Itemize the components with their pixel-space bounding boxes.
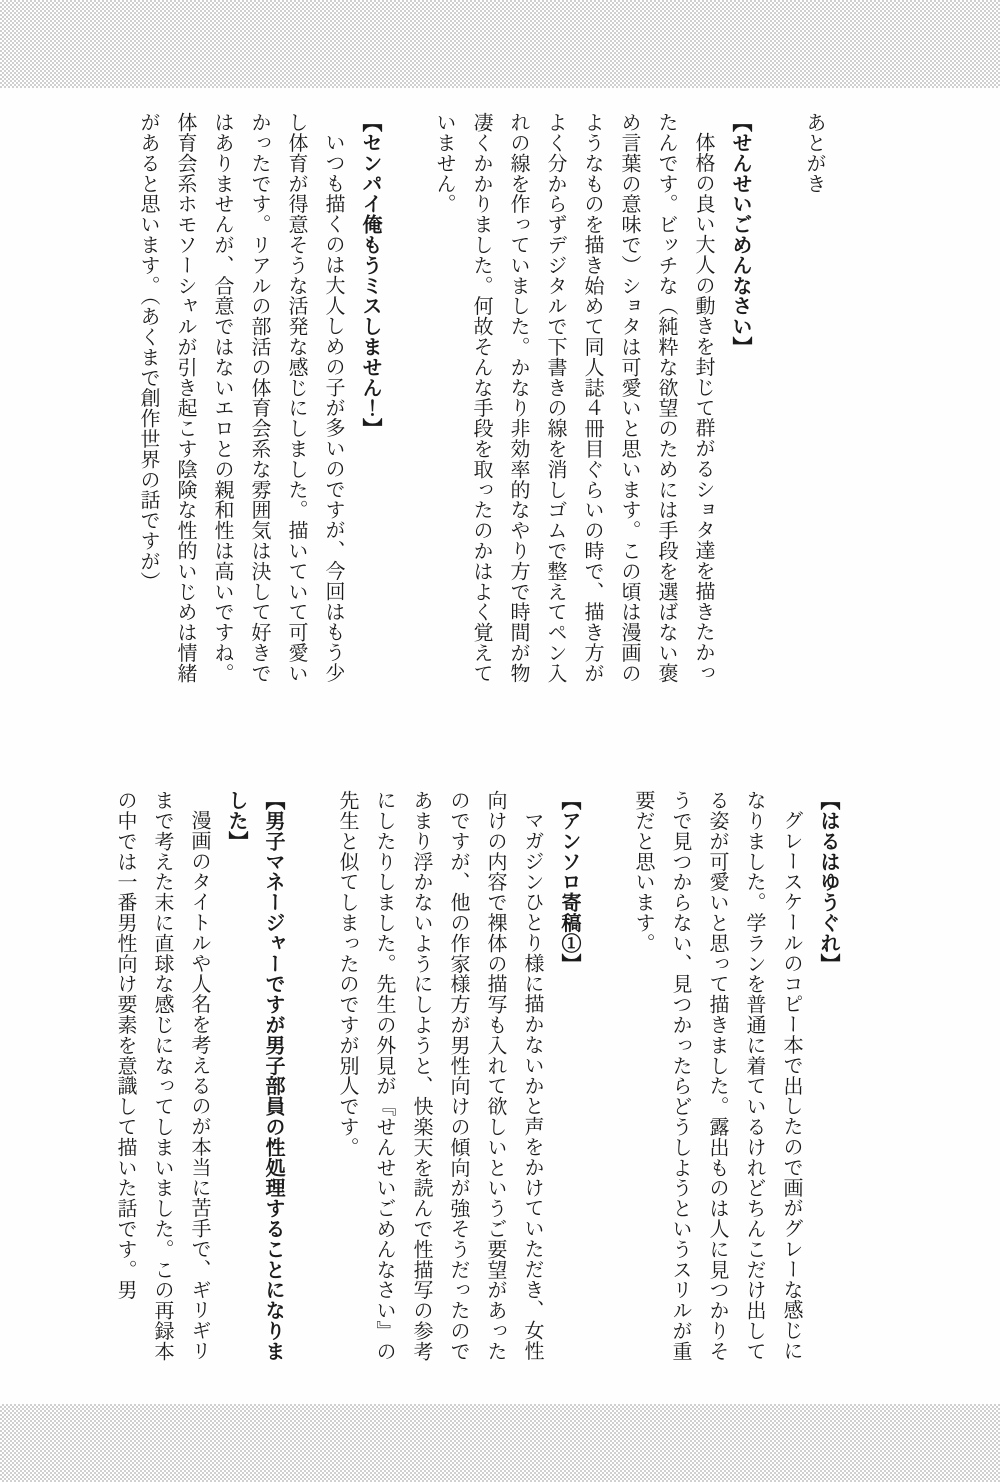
page-title: あとがき [803, 112, 825, 194]
section-heading: 【センパイ俺もうミスしません！】 [359, 112, 381, 439]
section-ansoro-kikou-1 [328, 790, 587, 1368]
section-body: いつも描くのは大人しめの子が多いのですが、今回はもう少し体育が得意そうな活発な感じにしました。描いていて可愛いかったです。リアルの部活の体育会系な雰囲気は決して好きではありませんが、合意ではないエロとの親和性は高いですね。体育会系ホモソーシャルが引き起こす陰険な性的いじめは情緒があると思います。（あくまで創作世界の話ですが） [137, 112, 344, 684]
section-heading: 【男子マネージャーですが男子部員の性処理することになりました】 [225, 790, 284, 1362]
section-danshi-manager [106, 790, 291, 1368]
section-sensei-gomennasai [425, 112, 758, 692]
afterword-upper-block [129, 112, 844, 692]
section-heading: 【アンソロ寄稿①】 [558, 790, 580, 974]
section-senpai-ore-mou-miss-shimasen [129, 112, 388, 692]
section-heading: 【せんせいごめんなさい】 [729, 112, 751, 357]
section-heading: 【はるはゆうぐれ】 [817, 790, 839, 974]
afterword-lower-block [106, 790, 846, 1368]
section-body: マガジンひとり様に描かないかと声をかけていただき、女性向けの内容で裸体の描写も入れて欲しいというご要望があったのですが、他の作家様方が男性向けの傾向が強そうだったのであまり浮かないようにしようと、快楽天を読んで性描写の参考にしたりしました。先生の外見が『せんせいごめんなさい』の先生と似てしまったのですが別人です。 [336, 790, 543, 1362]
section-body: グレースケールのコピー本で出したので画がグレーな感じになりました。学ランを普通に着ているけれどちんこだけ出してる姿が可愛いと思って描きました。露出ものは人に見つかりそうで見つからない、見つかったらどうしようというスリルが重要だと思います。 [632, 790, 802, 1362]
section-body: 体格の良い大人の動きを封じて群がるショタ達を描きたかったんです。ビッチな（純粋な欲望のためには手段を選ばない褒め言葉の意味で）ショタは可愛いと思います。この頃は漫画のようなものを描き始めて同人誌４冊目ぐらいの時で、描き方がよく分からずデジタルで下書きの線を消しゴムで整えてペン入れの線を作っていました。かなり非効率的なやり方で時間が物凄くかかりました。何故そんな手段を取ったのかはよく覚えていません。 [433, 112, 714, 684]
section-haruha-yuugure [624, 790, 846, 1368]
section-body: 漫画のタイトルや人名を考えるのが本当に苦手で、ギリギリまで考えた末に直球な感じになってしまいました。この再録本の中では一番男性向け要素を意識して描いた話です。男 [114, 790, 210, 1362]
halftone-border-top [0, 0, 1000, 88]
halftone-border-bottom [0, 1404, 1000, 1482]
